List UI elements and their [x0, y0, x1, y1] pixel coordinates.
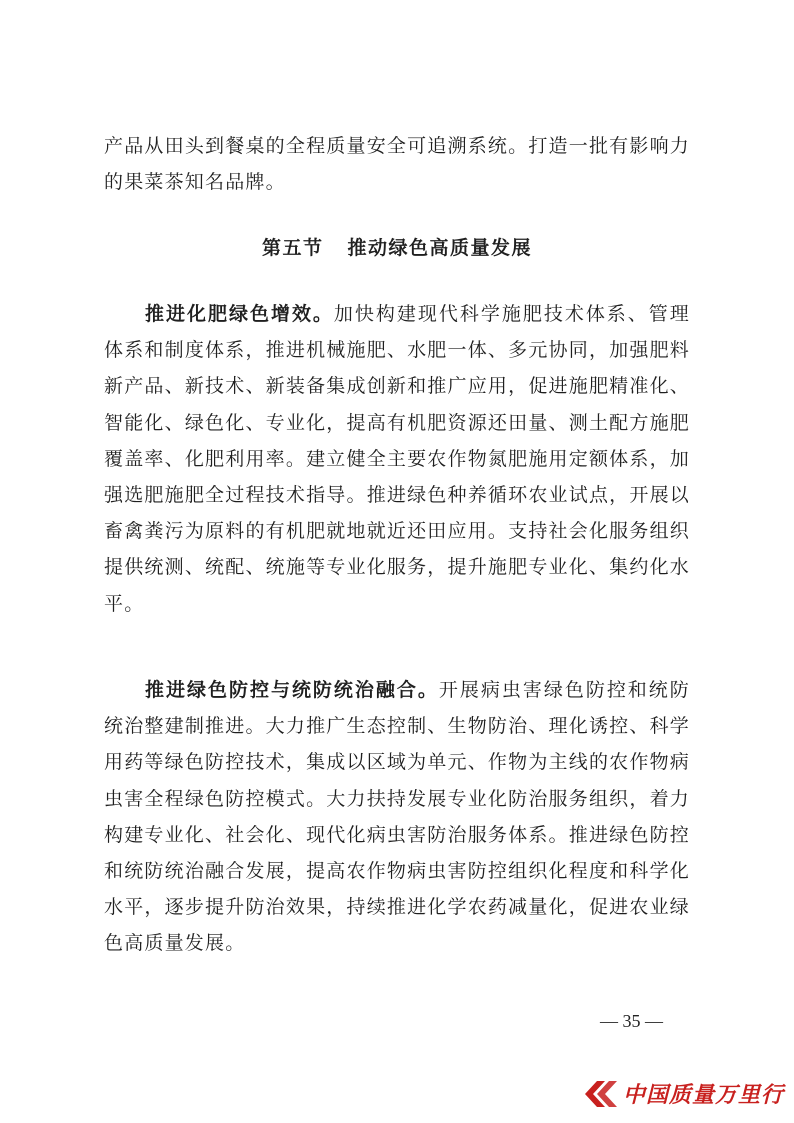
watermark-logo — [583, 1078, 784, 1109]
section-title: 推动绿色高质量发展 — [347, 237, 533, 259]
paragraph-body — [104, 296, 690, 622]
page-number: — 35 — — [600, 1011, 663, 1031]
logo-text: 中国质量万里行 — [622, 1083, 784, 1108]
paragraph-lead: 推进化肥绿色增效。 — [145, 303, 334, 325]
carryover-paragraph — [104, 128, 690, 200]
k-chevron-logo-icon — [583, 1079, 619, 1109]
paragraph-fertilizer — [104, 296, 690, 622]
paragraph-text: 开展病虫害绿色防控和统防统治整建制推进。大力推广生态控制、生物防治、理化诱控、科学用药等绿色防控技术，集成以区域为单元、作物为主线的农作物病虫害全程绿色防控模式。大力扶持发展专业化防治服务组织，着力构建专业化、社会化、现代化病虫害防治服务体系。推进绿色防控和统防统治融合发展，提高农作物病虫害防控组织化程度和科学化水平，逐步提升防治效果，持续推进化学农药减量化，促进农业绿色高质量发展。 — [104, 679, 690, 955]
section-number: 第五节 — [261, 237, 324, 259]
paragraph-lead: 推进绿色防控与统防统治融合。 — [145, 679, 439, 701]
paragraph-body — [104, 672, 690, 962]
paragraph-text: 加快构建现代科学施肥技术体系、管理体系和制度体系，推进机械施肥、水肥一体、多元协同，加强肥料新产品、新技术、新装备集成创新和推广应用，促进施肥精准化、智能化、绿色化、专业化，提高有机肥资源还田量、测土配方施肥覆盖率、化肥利用率。建立健全主要农作物氮肥施用定额体系，加强选肥施肥全过程技术指导。推进绿色种养循环农业试点，开展以畜禽粪污为原料的有机肥就地就近还田应用。支持社会化服务组织提供统测、统配、统施等专业化服务，提升施肥专业化、集约化水平。 — [104, 303, 690, 615]
carryover-text: 产品从田头到餐桌的全程质量安全可追溯系统。打造一批有影响力的果菜茶知名品牌。 — [104, 135, 690, 194]
section-heading — [0, 233, 794, 260]
paragraph-pest-control — [104, 672, 690, 962]
